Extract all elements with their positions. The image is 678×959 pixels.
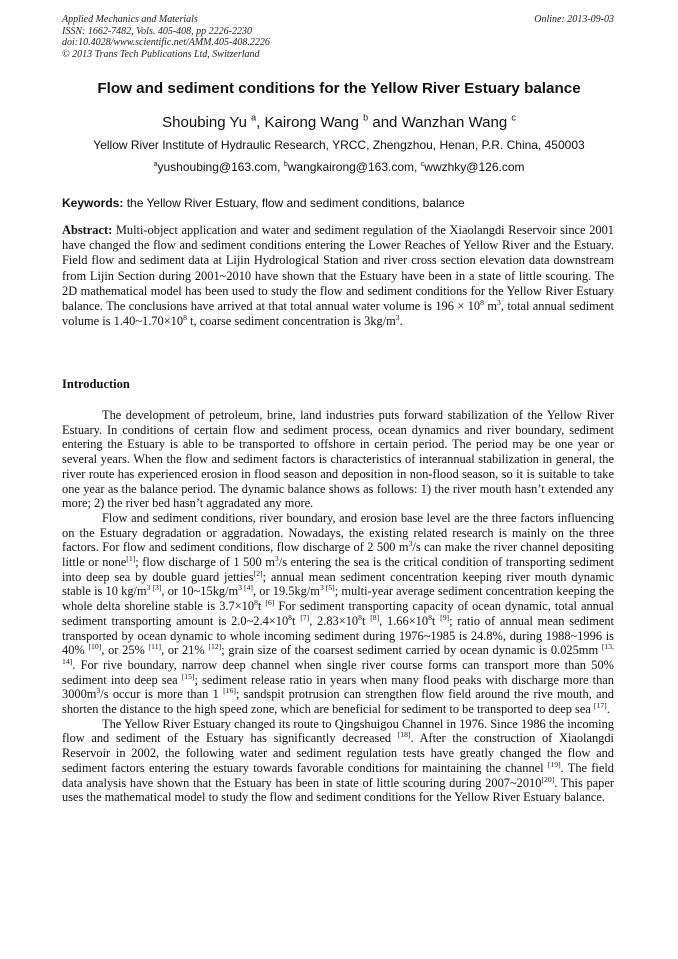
- citation: [11]: [148, 642, 162, 652]
- abstract-text: .: [399, 314, 403, 329]
- author-emails: [40, 160, 638, 174]
- abstract-label: Abstract:: [62, 223, 113, 237]
- citation: 3 [3]: [146, 583, 162, 593]
- keywords: [62, 196, 622, 210]
- journal-name: Applied Mechanics and Materials: [62, 14, 198, 25]
- author-affil-mark: a: [251, 112, 257, 123]
- author-name: Shoubing Yu: [162, 114, 247, 131]
- citation: 3 [4]: [238, 583, 253, 593]
- keywords-text: the Yellow River Estuary, flow and sediment conditions, balance: [123, 196, 465, 210]
- affiliation: Yellow River Institute of Hydraulic Research, YRCC, Zhengzhou, Henan, P.R. China, 450003: [93, 138, 585, 152]
- citation: [6]: [265, 598, 275, 608]
- author-affil-mark: c: [511, 112, 516, 123]
- citation: [20]: [541, 774, 555, 784]
- email-mark: a: [153, 158, 158, 168]
- abstract-text: , total annual sediment volume is 1.40~1.70×10: [62, 299, 614, 329]
- citation: [12]: [208, 642, 222, 652]
- online-date: Online: 2013-09-03: [534, 14, 614, 25]
- superscript: 8: [183, 313, 187, 323]
- email-mark: c: [420, 158, 425, 168]
- abstract-text: m: [483, 299, 498, 314]
- citation: 3 [5]: [319, 583, 335, 593]
- paragraph: Flow and sediment conditions, river boundary, and erosion base level are the three factors influencing on the Estuary degradation or aggradation. Nowadays, the existing related research is mainly on the three factors. For flow and sediment conditions, flow discharge of 2 500 $m^3/s$ can make the river channel depositing little or none[1]; flow discharge of 1 500 $m^3/s$ entering the sea is the critical condition of transporting sediment into deep sea by double guard jetties[2]; annual mean sediment concentration keeping river mouth dynamic stable is 10 $kg/m^{3 [3]}$, or $10\sim 15kg/m^{3 [4]}$, or $19.5kg/m^{3 [5]}$; multi-year average sediment concentration keeping the whole delta shoreline stable is $3.7\times 10^8t$ [6] For sediment transporting capacity of ocean dynamic, total annual sediment transporting amount is $2.0\sim 2.4\times 10^8t$ [7], $2.83\times 10^8t$ [8], $1.66\times 10^8t$ [9]; ratio of annual mean sediment transported by ocean dynamic to whole incoming sediment during 1976~1985 is 24.8%, during 1988~1996 is 40% [10], or 25% [11], or 21% [12]; grain size of the coarsest sediment carried by ocean dynamic is 0.025mm [13, 14]. For rive boundary, narrow deep channel when single river course forms can transport more than 50% sediment into deep sea [15]; sediment release ratio in years when many flood peaks with discharge more than $3000m^3/s$ occur is more than 1 [16]; sandspit protrusion can strengthen flow field around the rive mouth, and shorten the distance to the high speed zone, which are beneficial for sediment to be transported to deep sea [17].: [62, 510, 614, 717]
- citation: [16]: [223, 686, 236, 696]
- copyright-line: © 2013 Trans Tech Publications Ltd, Switzerland: [62, 48, 260, 60]
- superscript: 3: [497, 298, 501, 308]
- citation: [7]: [300, 612, 310, 622]
- author-list: [40, 114, 638, 131]
- abstract-text: Multi-object application and water and sediment regulation of the Xiaolangdi Reservoir since 2001 have changed the flow and sediment conditions entering the Lower Reaches of Yellow River and the Estuary. Field flow and sediment data at Lijin Hydrological Station and river cross section elevation data downstream from Lijin Section during 2001~2010 have shown that the Estuary have been in a state of little scouring. The 2D mathematical model has been used to study the flow and sediment conditions for the Yellow River Estuary balance. The conclusions have arrived at that total annual water volume is 196 × 10: [62, 223, 614, 314]
- citation: [1]: [126, 554, 136, 564]
- citation: [19]: [547, 759, 561, 769]
- doi-line: doi:10.4028/www.scientific.net/AMM.405-408.2226: [62, 37, 270, 48]
- introduction-body: [62, 408, 614, 805]
- paper-title: Flow and sediment conditions for the Yellow River Estuary balance: [97, 80, 581, 97]
- author-name: Kairong Wang: [264, 114, 359, 131]
- superscript: 3: [395, 313, 400, 323]
- section-heading-introduction: Introduction: [62, 377, 130, 391]
- citation: [10]: [88, 642, 102, 652]
- citation: [13, 14]: [62, 642, 614, 666]
- citation: [9]: [440, 612, 450, 622]
- issn-line: ISSN: 1662-7482, Vols. 405-408, pp 2226-2230: [62, 25, 252, 37]
- citation: [2]: [253, 568, 263, 578]
- email-link[interactable]: wangkairong@163.com,: [287, 160, 421, 174]
- abstract: [62, 223, 614, 329]
- author-separator: ,: [256, 114, 265, 131]
- abstract-text: t, coarse sediment concentration is 3kg/m: [186, 314, 396, 329]
- paragraph: The Yellow River Estuary changed its route to Qingshuigou Channel in 1976. Since 1986 the incoming flow and sediment of the Estuary has significantly decreased [18]. After the construction of Xiaolangdi Reservoir in 2002, the following water and sediment regulation tests have greatly changed the flow and sediment factors entering the estuary towards favorable conditions for maintaining the channel [19]. The field data analysis have shown that the Estuary has been in state of little scouring during 2007~2010[20]. This paper uses the mathematical model to study the flow and sediment conditions for the Yellow River Estuary balance.: [62, 716, 615, 805]
- citation: [15]: [181, 671, 195, 681]
- citation: [8]: [370, 612, 380, 622]
- citation: [18]: [397, 730, 411, 740]
- author-affil-mark: b: [363, 112, 369, 123]
- email-mark: b: [283, 158, 288, 168]
- paragraph: The development of petroleum, brine, land industries puts forward stabilization of the Yellow River Estuary. In conditions of certain flow and sediment process, ocean dynamics and river boundary, sediment entering the Estuary is able to be transported to offshore in certain period. The period may be one year or several years. When the flow and sediment factors is characteristics of interannual stabilization in general, the river route has experienced erosion in flood season and deposition in non-flood season, so it is suitable to take one year as the balance period. The dynamic balance shows as follows: 1) the river mouth hasn’t extended any more; 2) the river bed hasn’t aggradated any more.: [62, 408, 614, 511]
- superscript: 8: [480, 298, 484, 308]
- journal-header: [62, 14, 614, 60]
- author-name: Wanzhan Wang: [401, 114, 508, 131]
- author-separator: and: [372, 114, 402, 131]
- citation: [17]: [593, 701, 607, 711]
- email-link[interactable]: yushoubing@163.com,: [157, 160, 284, 174]
- keywords-label: Keywords:: [62, 196, 124, 210]
- email-link[interactable]: wwzhky@126.com: [424, 160, 525, 174]
